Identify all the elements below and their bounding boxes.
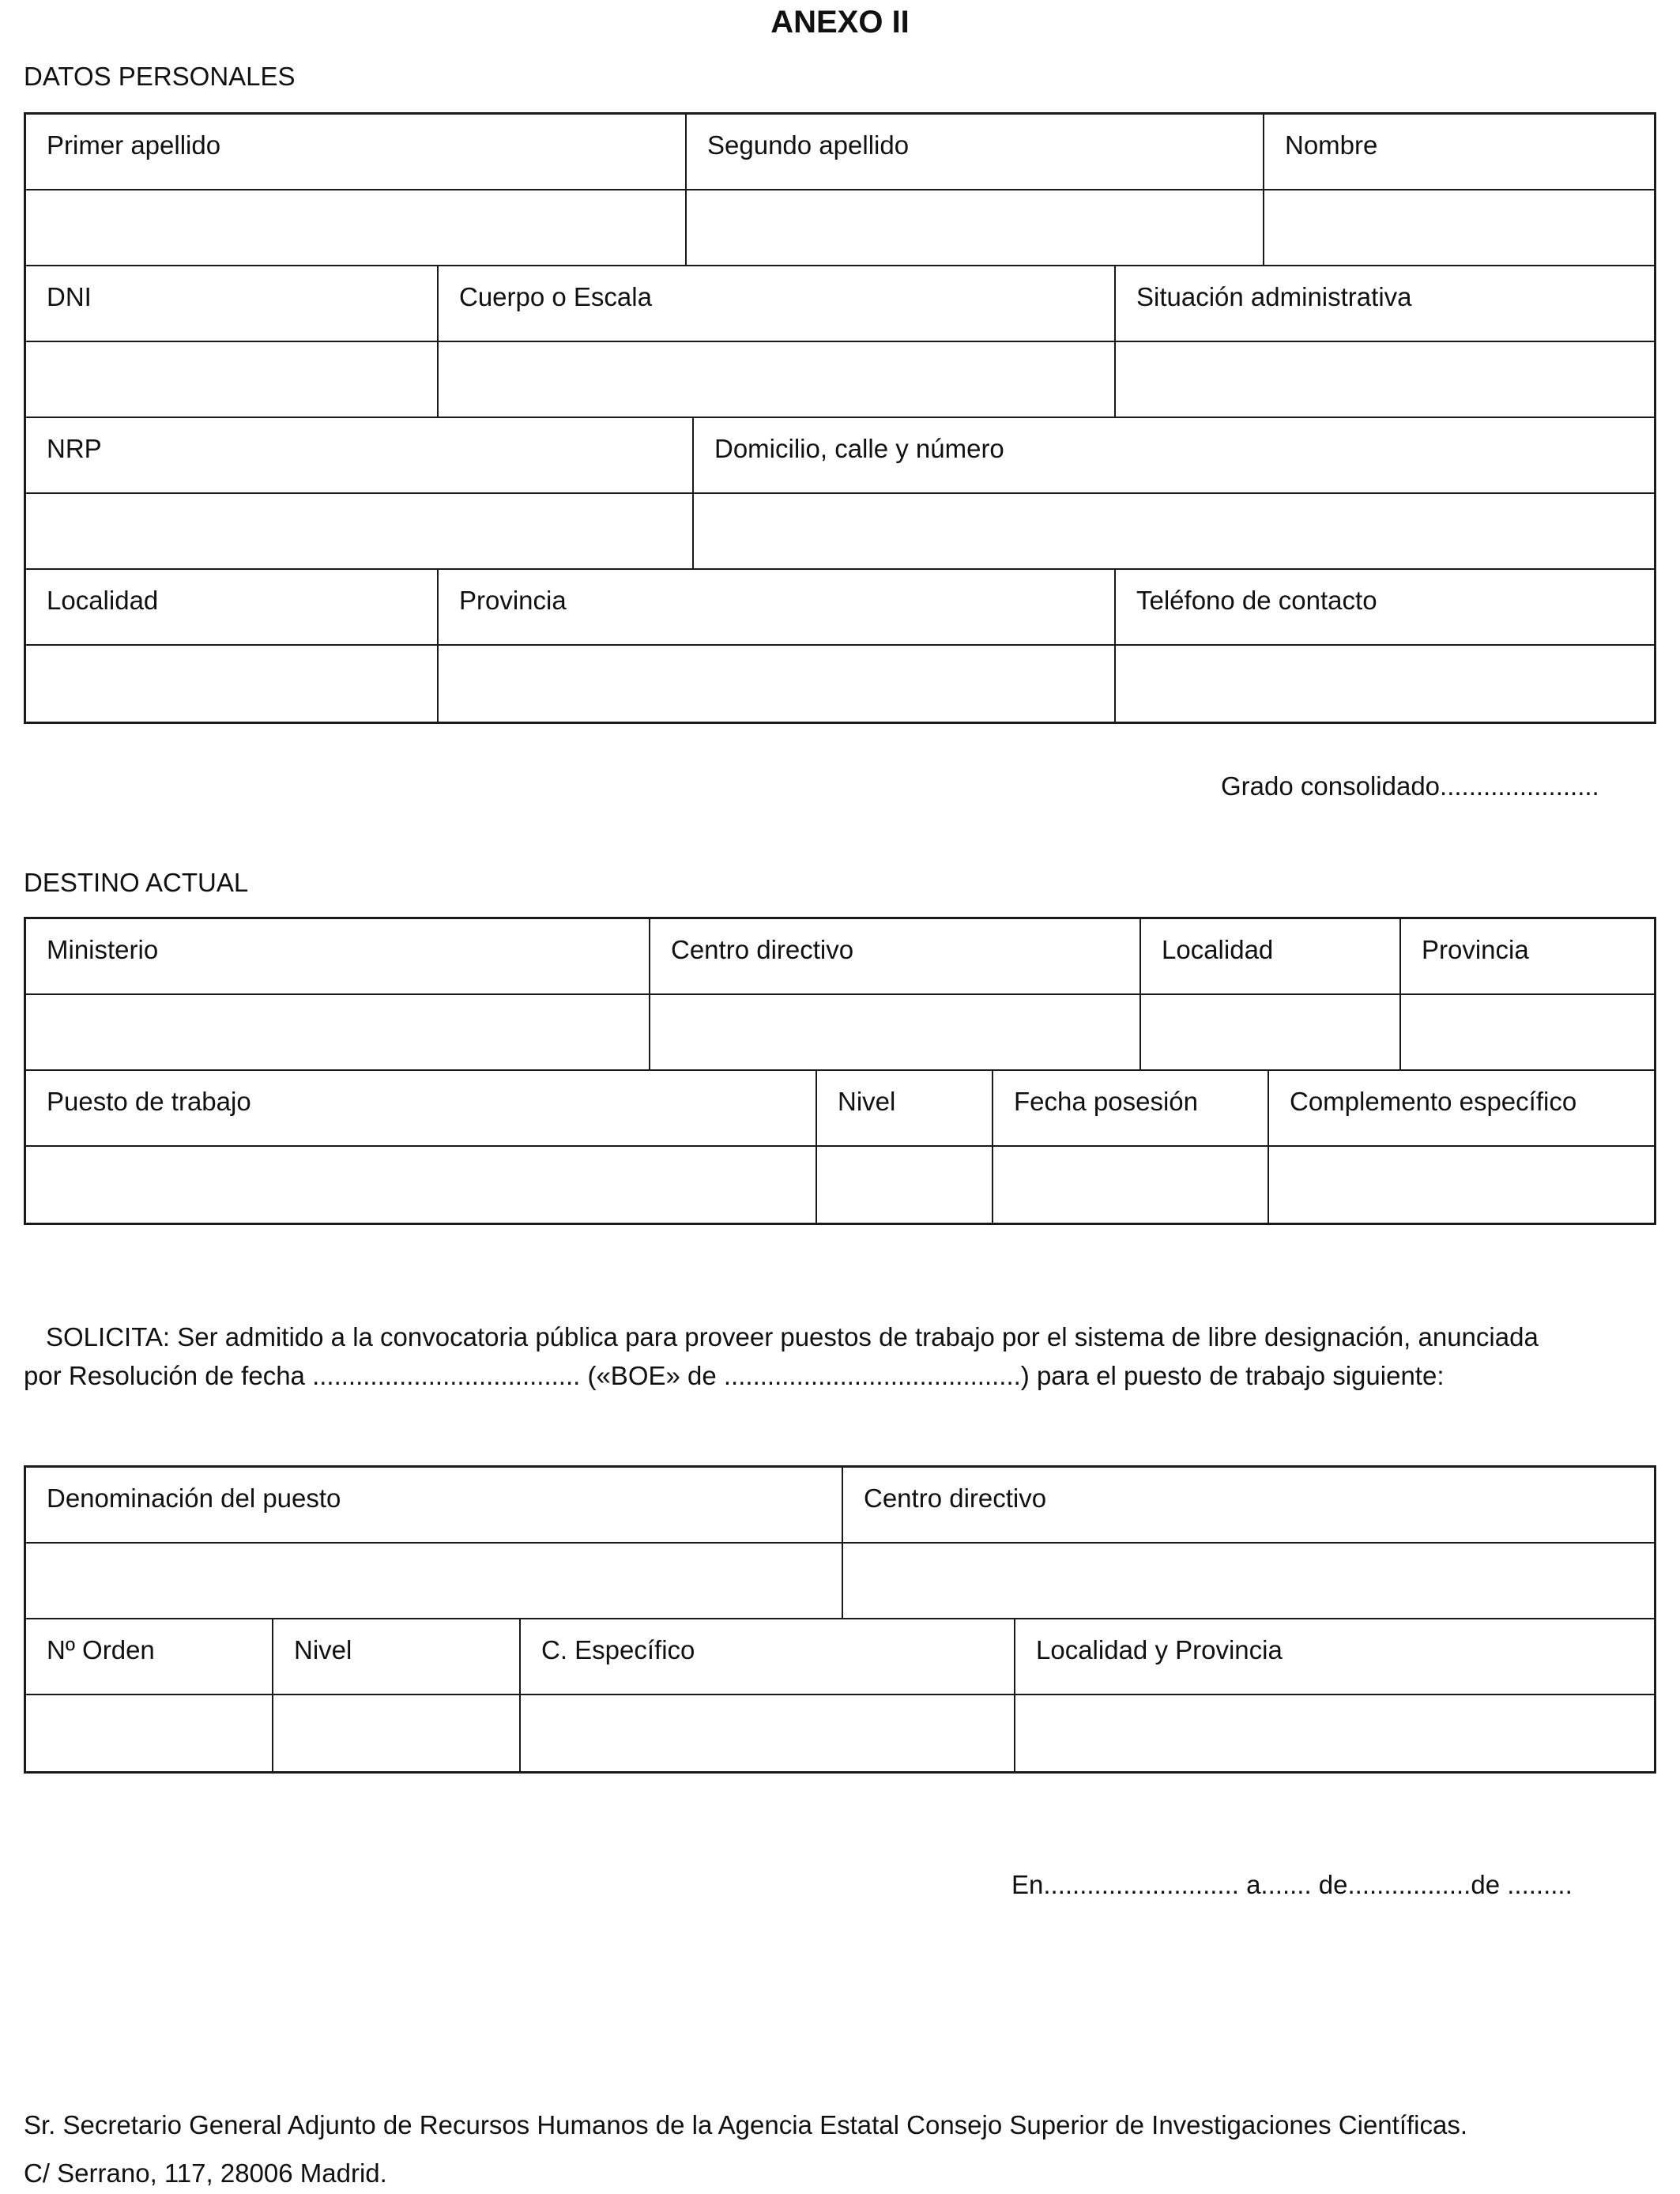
- personal-row-1-fields: [26, 190, 1654, 266]
- solicita-paragraph: [24, 1314, 1647, 1361]
- numero-orden-label: Nº Orden: [26, 1619, 273, 1694]
- ministerio-label: Ministerio: [26, 919, 650, 993]
- personal-row-2-headers: [26, 266, 1654, 342]
- centro-directivo-label: Centro directivo: [650, 919, 1141, 993]
- ministerio-field[interactable]: [26, 995, 650, 1069]
- puesto-row-2-fields: [26, 1695, 1654, 1771]
- puesto-solicitado-table: [24, 1465, 1656, 1774]
- denominacion-puesto-label: Denominación del puesto: [26, 1468, 843, 1542]
- document-title: ANEXO II: [770, 5, 910, 40]
- personal-row-4-fields: [26, 646, 1654, 722]
- nombre-label: Nombre: [1285, 130, 1378, 160]
- c-especifico-field[interactable]: [521, 1695, 1015, 1771]
- personal-row-2-fields: [26, 342, 1654, 418]
- personal-row-1-headers: [26, 115, 1654, 190]
- puesto-row-1-headers: [26, 1468, 1654, 1544]
- dni-label: DNI: [26, 266, 439, 341]
- c-especifico-label: C. Específico: [521, 1619, 1015, 1694]
- complemento-especifico-field[interactable]: [1269, 1147, 1654, 1223]
- localidad-field[interactable]: [26, 646, 439, 722]
- nombre-field[interactable]: [1264, 190, 1654, 265]
- personal-row-4-headers: [26, 570, 1654, 646]
- provincia-label: Provincia: [439, 570, 1116, 644]
- destinatario-line-2: C/ Serrano, 117, 28006 Madrid.: [24, 2158, 387, 2188]
- nrp-label: NRP: [26, 418, 694, 492]
- domicilio-label: Domicilio, calle y número: [714, 434, 1004, 463]
- centro-directivo-field[interactable]: [650, 995, 1141, 1069]
- situacion-administrativa-field[interactable]: [1116, 342, 1654, 417]
- nrp-field[interactable]: [26, 494, 694, 568]
- telefono-label: Teléfono de contacto: [1136, 586, 1377, 615]
- personal-row-3-fields: [26, 494, 1654, 570]
- lugar-fecha-line: En........................... a....... de.................de .........: [1011, 1870, 1573, 1899]
- destino-section-label: DESTINO ACTUAL: [24, 868, 249, 897]
- destino-table: [24, 917, 1656, 1225]
- puesto-row-1-fields: [26, 1544, 1654, 1619]
- puesto-nivel-label: Nivel: [273, 1619, 521, 1694]
- localidad-label: Localidad: [26, 570, 439, 644]
- personal-section-label: DATOS PERSONALES: [24, 62, 296, 91]
- segundo-apellido-field[interactable]: [687, 190, 1264, 265]
- cuerpo-escala-label: Cuerpo o Escala: [439, 266, 1116, 341]
- dni-field[interactable]: [26, 342, 439, 417]
- puesto-row-2-headers: [26, 1619, 1654, 1695]
- solicita-line-1: SOLICITA: Ser admitido a la convocatoria pública para proveer puestos de trabajo por el sistema de libre designación, anunciada: [46, 1322, 1539, 1351]
- primer-apellido-label: Primer apellido: [26, 115, 687, 189]
- domicilio-field[interactable]: [694, 494, 1654, 568]
- puesto-trabajo-label: Puesto de trabajo: [26, 1071, 817, 1145]
- destino-provincia-label: Provincia: [1422, 935, 1529, 964]
- destino-row-2-fields: [26, 1147, 1654, 1223]
- primer-apellido-field[interactable]: [26, 190, 687, 265]
- situacion-administrativa-label: Situación administrativa: [1136, 282, 1412, 311]
- nivel-label: Nivel: [817, 1071, 993, 1145]
- puesto-centro-directivo-field[interactable]: [843, 1544, 1654, 1618]
- destino-row-1-headers: [26, 919, 1654, 995]
- cuerpo-escala-field[interactable]: [439, 342, 1116, 417]
- puesto-trabajo-field[interactable]: [26, 1147, 817, 1223]
- personal-row-3-headers: [26, 418, 1654, 494]
- personal-data-table: [24, 112, 1656, 724]
- destino-row-1-fields: [26, 995, 1654, 1071]
- denominacion-puesto-field[interactable]: [26, 1544, 843, 1618]
- localidad-provincia-label: Localidad y Provincia: [1036, 1635, 1283, 1664]
- destino-row-2-headers: [26, 1071, 1654, 1147]
- numero-orden-field[interactable]: [26, 1695, 273, 1771]
- segundo-apellido-label: Segundo apellido: [687, 115, 1264, 189]
- telefono-field[interactable]: [1116, 646, 1654, 722]
- puesto-nivel-field[interactable]: [273, 1695, 521, 1771]
- localidad-provincia-field[interactable]: [1015, 1695, 1654, 1771]
- destinatario-line-1: Sr. Secretario General Adjunto de Recursos Humanos de la Agencia Estatal Consejo Superior de Investigaciones Científicas.: [24, 2110, 1468, 2139]
- complemento-especifico-label: Complemento específico: [1290, 1087, 1577, 1116]
- fecha-posesion-label: Fecha posesión: [993, 1071, 1269, 1145]
- destino-provincia-field[interactable]: [1401, 995, 1654, 1069]
- grado-consolidado: Grado consolidado......................: [1221, 771, 1599, 801]
- fecha-posesion-field[interactable]: [993, 1147, 1269, 1223]
- nivel-field[interactable]: [817, 1147, 993, 1223]
- provincia-field[interactable]: [439, 646, 1116, 722]
- puesto-centro-directivo-label: Centro directivo: [864, 1483, 1047, 1513]
- destino-localidad-label: Localidad: [1141, 919, 1401, 993]
- destino-localidad-field[interactable]: [1141, 995, 1401, 1069]
- solicita-line-2: por Resolución de fecha ..................................... («BOE» de .........................................) para el puesto de trabajo siguiente:: [24, 1361, 1445, 1390]
